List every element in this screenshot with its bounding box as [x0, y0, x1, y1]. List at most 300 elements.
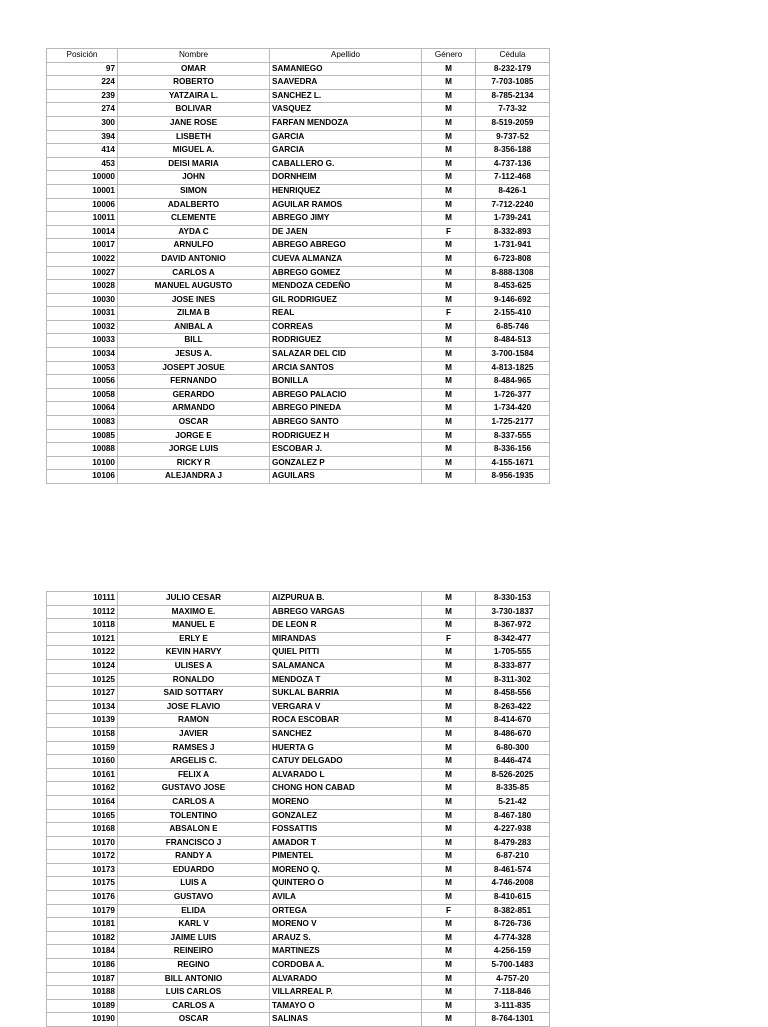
cell-posicion: 394	[47, 130, 118, 144]
cell-genero: M	[422, 795, 476, 809]
cell-apellido: REAL	[270, 307, 422, 321]
header-nombre: Nombre	[118, 49, 270, 63]
cell-genero: F	[422, 307, 476, 321]
cell-apellido: ORTEGA	[270, 904, 422, 918]
cell-genero: M	[422, 130, 476, 144]
cell-genero: M	[422, 144, 476, 158]
cell-genero: M	[422, 334, 476, 348]
cell-posicion: 10022	[47, 252, 118, 266]
table-row	[47, 402, 550, 416]
cell-nombre: OSCAR	[118, 416, 270, 430]
cell-apellido: VASQUEZ	[270, 103, 422, 117]
cell-nombre: MANUEL E	[118, 619, 270, 633]
table-row	[47, 809, 550, 823]
table-row	[47, 999, 550, 1013]
cell-genero: M	[422, 727, 476, 741]
cell-apellido: SALAMANCA	[270, 659, 422, 673]
cell-cedula: 8-414-670	[476, 714, 550, 728]
cell-apellido: CORREAS	[270, 320, 422, 334]
table-row	[47, 863, 550, 877]
table-row	[47, 416, 550, 430]
cell-apellido: MENDOZA T	[270, 673, 422, 687]
cell-cedula: 8-332-893	[476, 225, 550, 239]
cell-nombre: JAIME LUIS	[118, 931, 270, 945]
cell-posicion: 10106	[47, 470, 118, 484]
cell-apellido: FARFAN MENDOZA	[270, 116, 422, 130]
cell-cedula: 8-467-180	[476, 809, 550, 823]
cell-cedula: 8-956-1935	[476, 470, 550, 484]
cell-posicion: 274	[47, 103, 118, 117]
cell-posicion: 10170	[47, 836, 118, 850]
cell-cedula: 8-337-555	[476, 429, 550, 443]
cell-posicion: 10033	[47, 334, 118, 348]
cell-genero: M	[422, 863, 476, 877]
table-row	[47, 470, 550, 484]
cell-cedula: 8-484-965	[476, 375, 550, 389]
cell-cedula: 6-85-746	[476, 320, 550, 334]
cell-apellido: HUERTA G	[270, 741, 422, 755]
cell-posicion: 10006	[47, 198, 118, 212]
cell-genero: M	[422, 673, 476, 687]
table-row	[47, 103, 550, 117]
cell-apellido: ARCIA SANTOS	[270, 361, 422, 375]
table-row	[47, 320, 550, 334]
cell-cedula: 1-731-941	[476, 239, 550, 253]
cell-posicion: 10028	[47, 280, 118, 294]
cell-apellido: CABALLERO G.	[270, 157, 422, 171]
cell-apellido: BONILLA	[270, 375, 422, 389]
cell-nombre: CLEMENTE	[118, 212, 270, 226]
cell-cedula: 9-737-52	[476, 130, 550, 144]
cell-cedula: 1-705-555	[476, 646, 550, 660]
cell-cedula: 8-356-188	[476, 144, 550, 158]
cell-genero: M	[422, 850, 476, 864]
cell-apellido: ROCA ESCOBAR	[270, 714, 422, 728]
table-row	[47, 429, 550, 443]
table-row	[47, 171, 550, 185]
cell-genero: M	[422, 646, 476, 660]
cell-genero: M	[422, 592, 476, 606]
cell-apellido: AMADOR T	[270, 836, 422, 850]
cell-cedula: 8-526-2025	[476, 768, 550, 782]
cell-apellido: FOSSATTIS	[270, 823, 422, 837]
cell-genero: M	[422, 741, 476, 755]
cell-nombre: SAID SOTTARY	[118, 687, 270, 701]
table-row	[47, 605, 550, 619]
cell-posicion: 10001	[47, 184, 118, 198]
table-row	[47, 130, 550, 144]
cell-posicion: 10056	[47, 375, 118, 389]
cell-posicion: 10175	[47, 877, 118, 891]
cell-cedula: 1-739-241	[476, 212, 550, 226]
table-row	[47, 212, 550, 226]
cell-apellido: VERGARA V	[270, 700, 422, 714]
cell-genero: M	[422, 89, 476, 103]
cell-nombre: ELIDA	[118, 904, 270, 918]
cell-genero: M	[422, 659, 476, 673]
cell-nombre: RANDY A	[118, 850, 270, 864]
cell-cedula: 5-700-1483	[476, 959, 550, 973]
cell-nombre: RONALDO	[118, 673, 270, 687]
cell-posicion: 224	[47, 76, 118, 90]
cell-posicion: 10027	[47, 266, 118, 280]
cell-cedula: 8-458-556	[476, 687, 550, 701]
table-row	[47, 280, 550, 294]
cell-genero: M	[422, 1013, 476, 1027]
cell-nombre: CARLOS A	[118, 266, 270, 280]
cell-apellido: ABREGO VARGAS	[270, 605, 422, 619]
cell-cedula: 4-813-1825	[476, 361, 550, 375]
cell-posicion: 10162	[47, 782, 118, 796]
cell-nombre: LUIS A	[118, 877, 270, 891]
table-row	[47, 632, 550, 646]
cell-cedula: 1-725-2177	[476, 416, 550, 430]
cell-genero: F	[422, 904, 476, 918]
cell-nombre: ZILMA B	[118, 307, 270, 321]
table-row	[47, 972, 550, 986]
cell-nombre: BILL	[118, 334, 270, 348]
cell-posicion: 10184	[47, 945, 118, 959]
cell-nombre: DEISI MARIA	[118, 157, 270, 171]
cell-apellido: GARCIA	[270, 144, 422, 158]
cell-apellido: VILLARREAL P.	[270, 986, 422, 1000]
header-apellido: Apellido	[270, 49, 422, 63]
cell-posicion: 239	[47, 89, 118, 103]
cell-posicion: 10168	[47, 823, 118, 837]
cell-nombre: ALEJANDRA J	[118, 470, 270, 484]
table-row	[47, 673, 550, 687]
cell-posicion: 10112	[47, 605, 118, 619]
header-posicion: Posición	[47, 49, 118, 63]
cell-cedula: 8-888-1308	[476, 266, 550, 280]
cell-nombre: BILL ANTONIO	[118, 972, 270, 986]
cell-genero: M	[422, 198, 476, 212]
cell-nombre: FERNANDO	[118, 375, 270, 389]
cell-cedula: 2-155-410	[476, 307, 550, 321]
table-row	[47, 76, 550, 90]
cell-apellido: ALVARADO L	[270, 768, 422, 782]
cell-genero: M	[422, 877, 476, 891]
cell-apellido: CHONG HON CABAD	[270, 782, 422, 796]
cell-cedula: 3-700-1584	[476, 348, 550, 362]
cell-cedula: 8-330-153	[476, 592, 550, 606]
cell-apellido: ALVARADO	[270, 972, 422, 986]
cell-apellido: RODRIGUEZ	[270, 334, 422, 348]
table-row	[47, 252, 550, 266]
cell-nombre: FRANCISCO J	[118, 836, 270, 850]
cell-posicion: 10014	[47, 225, 118, 239]
cell-nombre: JULIO CESAR	[118, 592, 270, 606]
cell-posicion: 10122	[47, 646, 118, 660]
cell-apellido: CUEVA ALMANZA	[270, 252, 422, 266]
cell-nombre: RAMON	[118, 714, 270, 728]
cell-nombre: RICKY R	[118, 456, 270, 470]
table-row	[47, 456, 550, 470]
cell-nombre: SIMON	[118, 184, 270, 198]
cell-genero: M	[422, 700, 476, 714]
cell-genero: M	[422, 103, 476, 117]
cell-apellido: AIZPURUA B.	[270, 592, 422, 606]
cell-posicion: 10159	[47, 741, 118, 755]
cell-apellido: MENDOZA CEDEÑO	[270, 280, 422, 294]
cell-apellido: ARAUZ S.	[270, 931, 422, 945]
cell-genero: M	[422, 605, 476, 619]
cell-apellido: CORDOBA A.	[270, 959, 422, 973]
cell-nombre: ROBERTO	[118, 76, 270, 90]
table-row	[47, 768, 550, 782]
cell-cedula: 8-382-851	[476, 904, 550, 918]
table-row	[47, 782, 550, 796]
cell-apellido: DE LEON R	[270, 619, 422, 633]
cell-cedula: 8-335-85	[476, 782, 550, 796]
cell-genero: M	[422, 429, 476, 443]
cell-posicion: 10017	[47, 239, 118, 253]
cell-cedula: 3-730-1837	[476, 605, 550, 619]
cell-genero: M	[422, 470, 476, 484]
cell-posicion: 10000	[47, 171, 118, 185]
cell-cedula: 8-519-2059	[476, 116, 550, 130]
table-row	[47, 116, 550, 130]
cell-posicion: 10058	[47, 388, 118, 402]
cell-nombre: ULISES A	[118, 659, 270, 673]
cell-genero: M	[422, 293, 476, 307]
cell-cedula: 6-87-210	[476, 850, 550, 864]
cell-genero: F	[422, 225, 476, 239]
cell-nombre: ADALBERTO	[118, 198, 270, 212]
cell-genero: M	[422, 782, 476, 796]
table-row	[47, 823, 550, 837]
cell-cedula: 4-155-1671	[476, 456, 550, 470]
table-row	[47, 266, 550, 280]
cell-genero: M	[422, 280, 476, 294]
cell-posicion: 10139	[47, 714, 118, 728]
cell-cedula: 8-336-156	[476, 443, 550, 457]
table-row	[47, 877, 550, 891]
table-row	[47, 157, 550, 171]
cell-posicion: 10034	[47, 348, 118, 362]
cell-posicion: 10031	[47, 307, 118, 321]
cell-genero: M	[422, 184, 476, 198]
cell-posicion: 10187	[47, 972, 118, 986]
table-row	[47, 388, 550, 402]
cell-cedula: 4-256-159	[476, 945, 550, 959]
table-row	[47, 795, 550, 809]
cell-nombre: ERLY E	[118, 632, 270, 646]
cell-posicion: 10172	[47, 850, 118, 864]
cell-nombre: JOSE FLAVIO	[118, 700, 270, 714]
cell-nombre: GUSTAVO JOSE	[118, 782, 270, 796]
table-row	[47, 307, 550, 321]
cell-nombre: ANIBAL A	[118, 320, 270, 334]
cell-cedula: 5-21-42	[476, 795, 550, 809]
table-row	[47, 348, 550, 362]
cell-apellido: CATUY DELGADO	[270, 755, 422, 769]
table-row	[47, 918, 550, 932]
cell-nombre: MANUEL AUGUSTO	[118, 280, 270, 294]
cell-cedula: 7-112-468	[476, 171, 550, 185]
table-row	[47, 375, 550, 389]
cell-nombre: ARGELIS C.	[118, 755, 270, 769]
cell-genero: M	[422, 945, 476, 959]
table-row	[47, 619, 550, 633]
cell-nombre: JESUS A.	[118, 348, 270, 362]
cell-nombre: OMAR	[118, 62, 270, 76]
cell-apellido: ABREGO GOMEZ	[270, 266, 422, 280]
cell-genero: M	[422, 348, 476, 362]
header-row	[47, 49, 550, 63]
cell-cedula: 8-426-1	[476, 184, 550, 198]
cell-nombre: RAMSES J	[118, 741, 270, 755]
cell-cedula: 6-723-808	[476, 252, 550, 266]
cell-nombre: JOSEPT JOSUE	[118, 361, 270, 375]
table-row	[47, 144, 550, 158]
cell-genero: M	[422, 116, 476, 130]
cell-nombre: ABSALON E	[118, 823, 270, 837]
cell-apellido: SALAZAR DEL CID	[270, 348, 422, 362]
cell-apellido: SANCHEZ	[270, 727, 422, 741]
cell-apellido: GIL RODRIGUEZ	[270, 293, 422, 307]
cell-posicion: 10118	[47, 619, 118, 633]
cell-cedula: 8-764-1301	[476, 1013, 550, 1027]
cell-apellido: AGUILAR RAMOS	[270, 198, 422, 212]
cell-cedula: 8-342-477	[476, 632, 550, 646]
cell-cedula: 9-146-692	[476, 293, 550, 307]
cell-posicion: 10179	[47, 904, 118, 918]
cell-nombre: JORGE E	[118, 429, 270, 443]
cell-cedula: 4-737-136	[476, 157, 550, 171]
table-row	[47, 334, 550, 348]
cell-cedula: 8-232-179	[476, 62, 550, 76]
cell-apellido: MORENO	[270, 795, 422, 809]
header-cedula: Cédula	[476, 49, 550, 63]
cell-posicion: 414	[47, 144, 118, 158]
cell-cedula: 8-410-615	[476, 891, 550, 905]
cell-nombre: EDUARDO	[118, 863, 270, 877]
cell-posicion: 10127	[47, 687, 118, 701]
cell-genero: M	[422, 823, 476, 837]
cell-posicion: 10173	[47, 863, 118, 877]
cell-genero: M	[422, 891, 476, 905]
table-row	[47, 931, 550, 945]
cell-genero: M	[422, 768, 476, 782]
cell-posicion: 10030	[47, 293, 118, 307]
cell-apellido: PIMENTEL	[270, 850, 422, 864]
cell-posicion: 10064	[47, 402, 118, 416]
table-row	[47, 741, 550, 755]
cell-genero: M	[422, 157, 476, 171]
cell-genero: M	[422, 388, 476, 402]
cell-nombre: GERARDO	[118, 388, 270, 402]
cell-apellido: MIRANDAS	[270, 632, 422, 646]
cell-apellido: ABREGO PINEDA	[270, 402, 422, 416]
table-row	[47, 184, 550, 198]
cell-genero: M	[422, 239, 476, 253]
cell-apellido: GONZALEZ	[270, 809, 422, 823]
cell-posicion: 10121	[47, 632, 118, 646]
table-row	[47, 646, 550, 660]
cell-posicion: 10053	[47, 361, 118, 375]
cell-apellido: MORENO Q.	[270, 863, 422, 877]
cell-genero: M	[422, 252, 476, 266]
cell-apellido: TAMAYO O	[270, 999, 422, 1013]
table-row	[47, 986, 550, 1000]
cell-apellido: ABREGO SANTO	[270, 416, 422, 430]
cell-posicion: 10182	[47, 931, 118, 945]
cell-genero: M	[422, 714, 476, 728]
header-genero: Género	[422, 49, 476, 63]
cell-cedula: 7-712-2240	[476, 198, 550, 212]
cell-genero: M	[422, 443, 476, 457]
cell-genero: M	[422, 456, 476, 470]
cell-cedula: 8-461-574	[476, 863, 550, 877]
table-row	[47, 592, 550, 606]
cell-apellido: HENRIQUEZ	[270, 184, 422, 198]
table-row	[47, 89, 550, 103]
table-row	[47, 836, 550, 850]
cell-nombre: OSCAR	[118, 1013, 270, 1027]
table-row	[47, 225, 550, 239]
cell-nombre: JOSE INES	[118, 293, 270, 307]
table-row	[47, 945, 550, 959]
cell-apellido: MARTINEZS	[270, 945, 422, 959]
cell-nombre: KARL V	[118, 918, 270, 932]
cell-cedula: 1-726-377	[476, 388, 550, 402]
cell-nombre: MAXIMO E.	[118, 605, 270, 619]
cell-posicion: 10188	[47, 986, 118, 1000]
cell-genero: M	[422, 918, 476, 932]
cell-apellido: ABREGO JIMY	[270, 212, 422, 226]
cell-genero: M	[422, 809, 476, 823]
cell-cedula: 4-746-2008	[476, 877, 550, 891]
cell-nombre: CARLOS A	[118, 999, 270, 1013]
cell-posicion: 453	[47, 157, 118, 171]
cell-posicion: 10124	[47, 659, 118, 673]
cell-posicion: 10186	[47, 959, 118, 973]
cell-cedula: 8-726-736	[476, 918, 550, 932]
cell-genero: M	[422, 76, 476, 90]
table-row	[47, 714, 550, 728]
table-row	[47, 959, 550, 973]
cell-genero: M	[422, 986, 476, 1000]
cell-cedula: 8-479-283	[476, 836, 550, 850]
cell-genero: M	[422, 999, 476, 1013]
cell-nombre: REINEIRO	[118, 945, 270, 959]
cell-genero: M	[422, 931, 476, 945]
cell-nombre: REGINO	[118, 959, 270, 973]
cell-posicion: 10134	[47, 700, 118, 714]
cell-posicion: 10181	[47, 918, 118, 932]
cell-nombre: JAVIER	[118, 727, 270, 741]
cell-nombre: GUSTAVO	[118, 891, 270, 905]
cell-posicion: 10189	[47, 999, 118, 1013]
cell-nombre: ARNULFO	[118, 239, 270, 253]
cell-genero: M	[422, 687, 476, 701]
cell-apellido: DORNHEIM	[270, 171, 422, 185]
cell-apellido: SANCHEZ L.	[270, 89, 422, 103]
cell-posicion: 10085	[47, 429, 118, 443]
cell-nombre: YATZAIRA L.	[118, 89, 270, 103]
cell-nombre: LISBETH	[118, 130, 270, 144]
cell-apellido: DE JAEN	[270, 225, 422, 239]
cell-cedula: 6-80-300	[476, 741, 550, 755]
cell-nombre: LUIS CARLOS	[118, 986, 270, 1000]
cell-genero: M	[422, 972, 476, 986]
cell-cedula: 8-486-670	[476, 727, 550, 741]
cell-nombre: JANE ROSE	[118, 116, 270, 130]
table-row	[47, 687, 550, 701]
table-row	[47, 443, 550, 457]
cell-genero: M	[422, 266, 476, 280]
